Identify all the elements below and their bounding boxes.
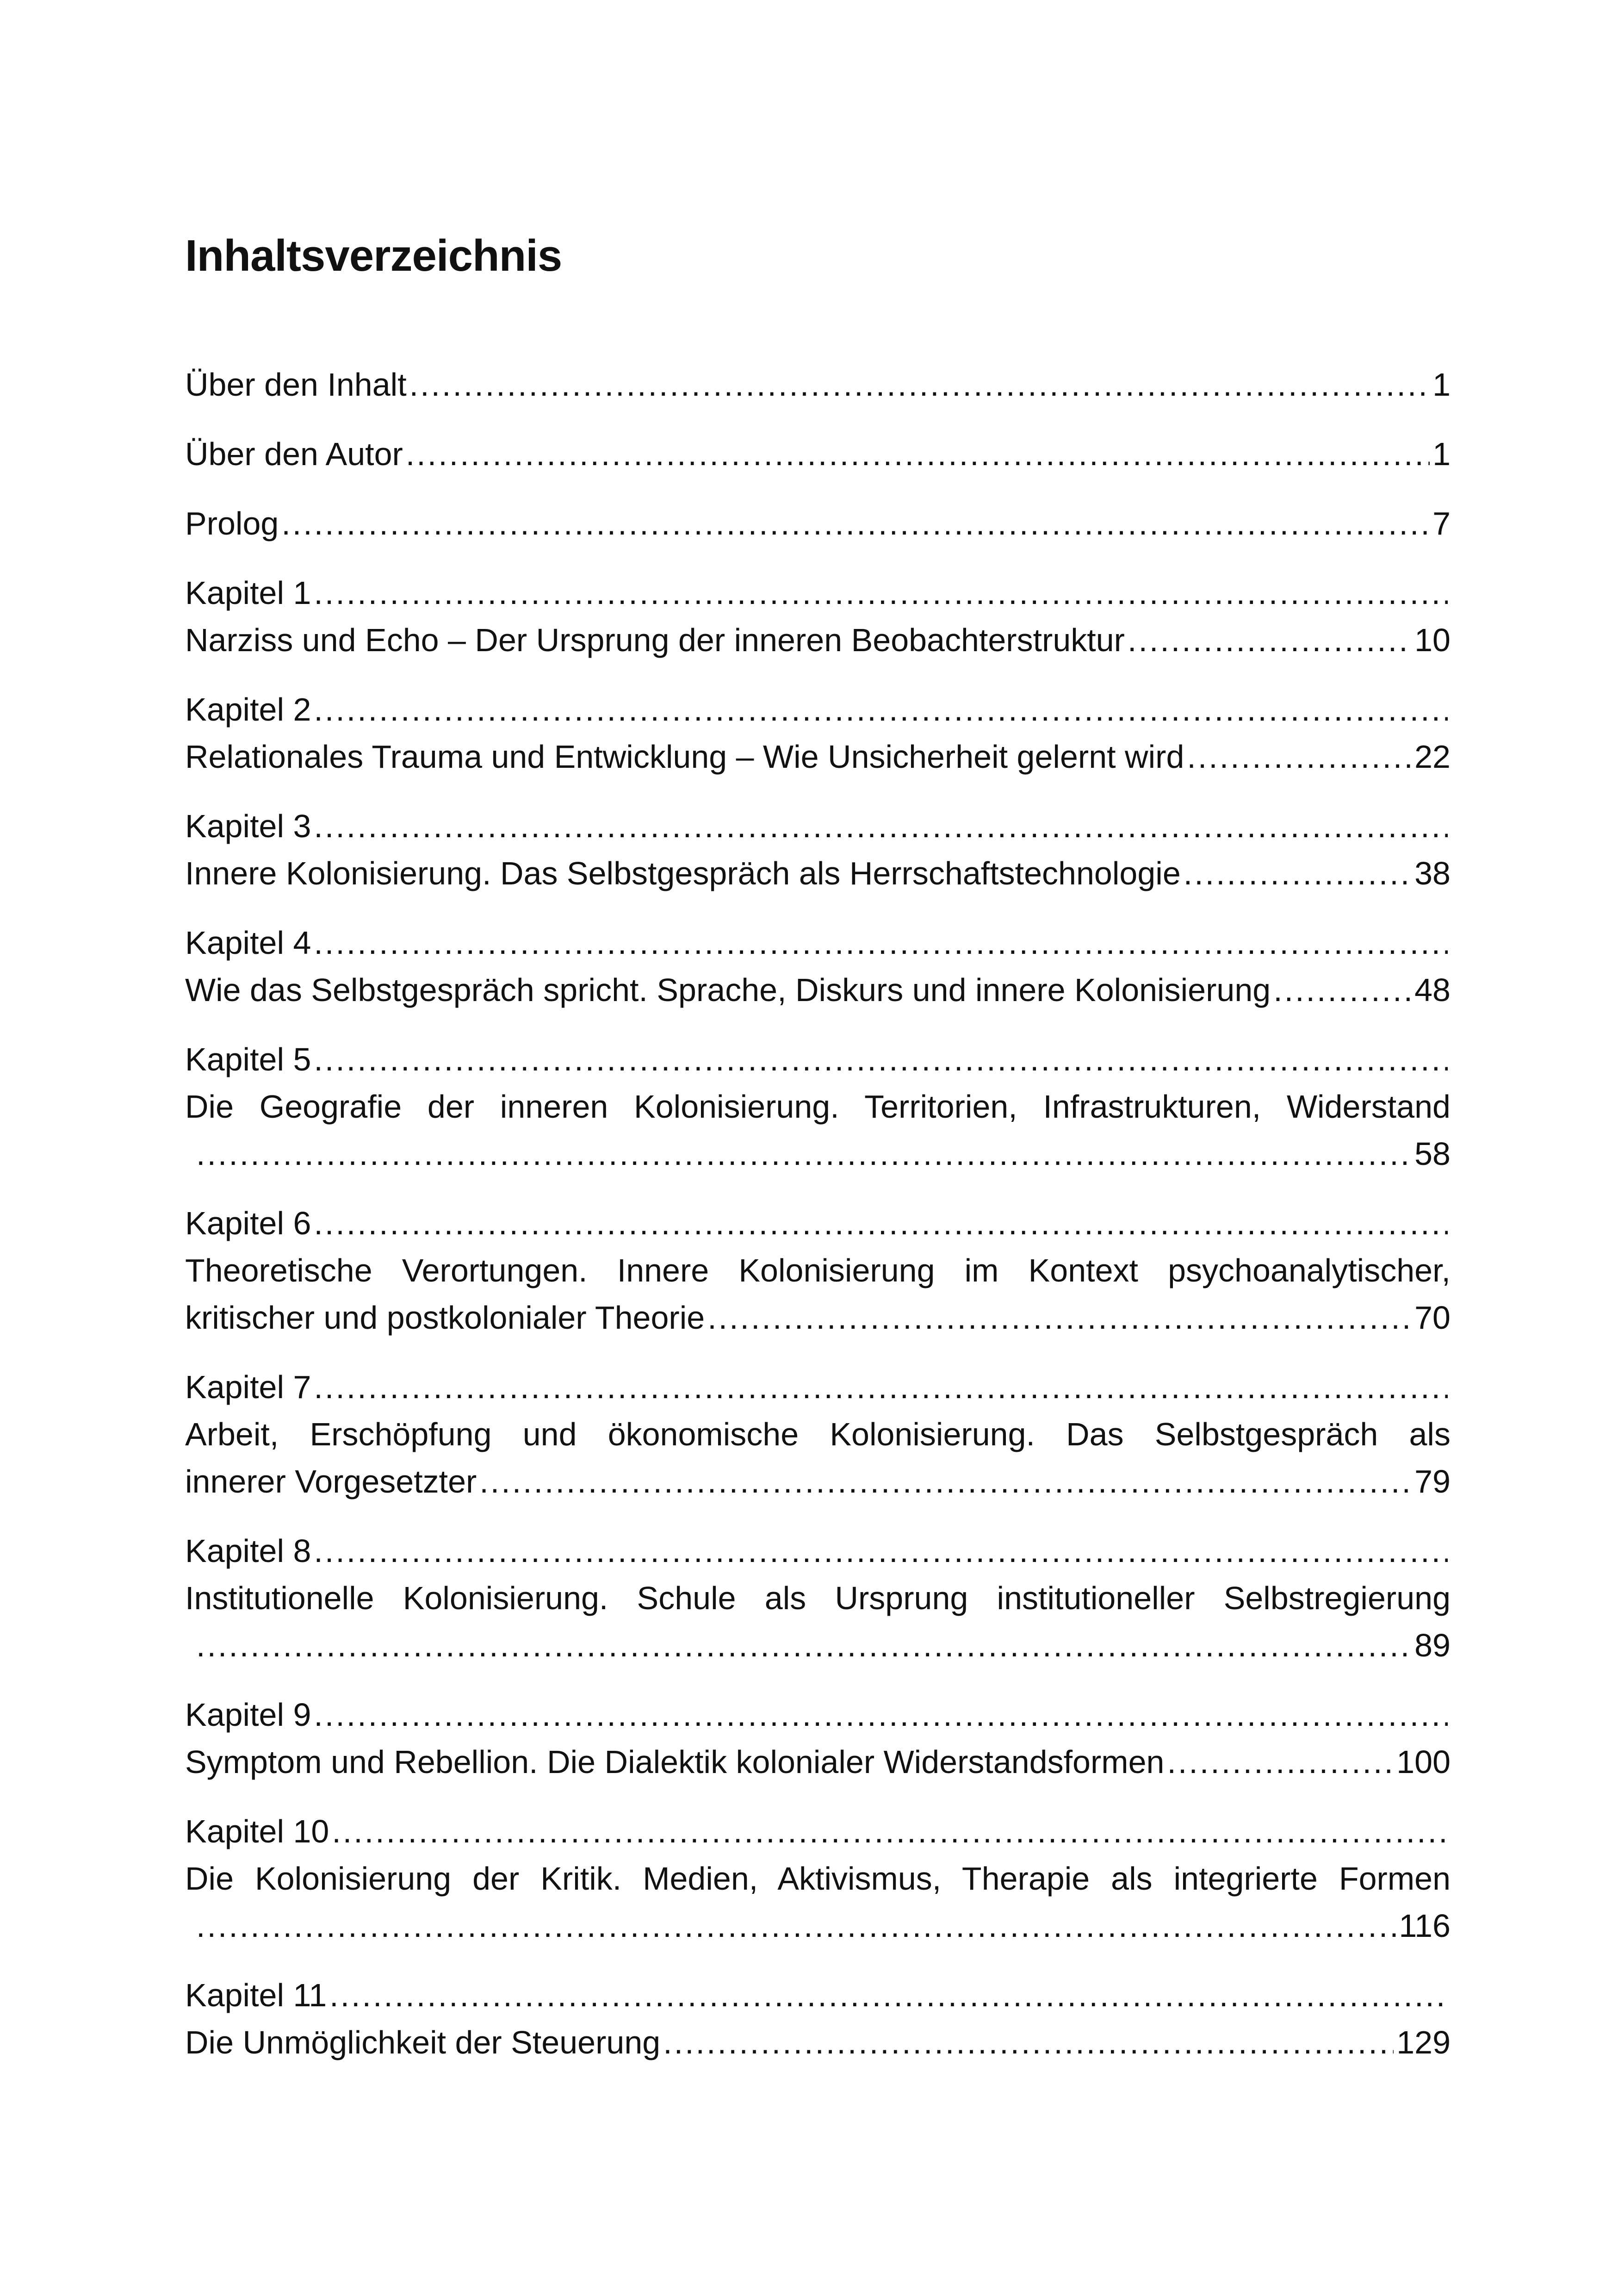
toc-line [185, 1902, 1451, 1949]
page-title: Inhaltsverzeichnis [185, 231, 562, 280]
toc-line [185, 1363, 1451, 1411]
page-number: 70 [1414, 1300, 1451, 1336]
chapter-title-line: Die Geografie der inneren Kolonisierung. Territorien, Infrastrukturen, Widerstand [185, 1089, 1451, 1125]
dot-leader [314, 919, 1448, 966]
toc-line [185, 686, 1451, 733]
table-of-contents [185, 361, 1451, 2066]
document-page [185, 0, 1451, 2296]
toc-entry-text: Kapitel 10 [185, 1813, 329, 1849]
toc-entry-text: Kapitel 8 [185, 1533, 311, 1569]
dot-leader [479, 1458, 1412, 1505]
dot-leader [314, 1363, 1448, 1411]
toc-entry-text: Kapitel 5 [185, 1041, 311, 1077]
dot-leader [1273, 966, 1412, 1014]
toc-entry[interactable] [185, 361, 1451, 408]
toc-line [185, 1527, 1451, 1574]
toc-entry-text: Kapitel 2 [185, 691, 311, 728]
toc-entry[interactable] [185, 1200, 1451, 1341]
toc-line [185, 1036, 1451, 1083]
dot-leader [314, 1691, 1448, 1738]
toc-entry[interactable] [185, 1808, 1451, 1949]
toc-line [185, 1458, 1451, 1505]
chapter-title-line: Institutionelle Kolonisierung. Schule als Ursprung institutioneller Selbstregierung [185, 1580, 1451, 1616]
toc-line [185, 1200, 1451, 1247]
dot-leader [1128, 616, 1412, 664]
toc-line [185, 1738, 1451, 1786]
toc-entry-text: Relationales Trauma und Entwicklung – Wie Unsicherheit gelernt wird [185, 739, 1184, 775]
toc-entry-text: Über den Inhalt [185, 367, 407, 403]
toc-line [185, 1972, 1451, 2019]
dot-leader [314, 686, 1448, 733]
dot-leader [281, 500, 1430, 547]
toc-entry-text: Narziss und Echo – Der Ursprung der inneren Beobachterstruktur [185, 622, 1125, 658]
toc-entry[interactable] [185, 1527, 1451, 1669]
page-number: 22 [1414, 739, 1451, 775]
toc-entry-text: Kapitel 1 [185, 575, 311, 611]
dot-leader [196, 1130, 1412, 1177]
toc-entry[interactable] [185, 430, 1451, 478]
toc-entry[interactable] [185, 1691, 1451, 1786]
dot-leader [707, 1294, 1412, 1341]
toc-entry[interactable] [185, 919, 1451, 1014]
toc-entry-text: Die Unmöglichkeit der Steuerung [185, 2024, 661, 2060]
toc-line [185, 1691, 1451, 1738]
toc-entry-text: Wie das Selbstgespräch spricht. Sprache, Diskurs und innere Kolonisierung [185, 972, 1271, 1008]
toc-entry[interactable] [185, 569, 1451, 664]
toc-line [185, 850, 1451, 897]
dot-leader [409, 361, 1430, 408]
chapter-title-line: Theoretische Verortungen. Innere Kolonisierung im Kontext psychoanalytischer, [185, 1252, 1451, 1288]
toc-line [185, 966, 1451, 1014]
toc-entry-text: Kapitel 3 [185, 808, 311, 844]
toc-entry[interactable] [185, 1363, 1451, 1505]
toc-entry-text: Symptom und Rebellion. Die Dialektik kolonialer Widerstandsformen [185, 1744, 1165, 1780]
toc-line [185, 803, 1451, 850]
toc-line [185, 500, 1451, 547]
dot-leader [314, 1036, 1448, 1083]
toc-entry[interactable] [185, 500, 1451, 547]
toc-line [185, 569, 1451, 616]
toc-line [185, 1622, 1451, 1669]
toc-entry-text: Kapitel 6 [185, 1205, 311, 1241]
dot-leader [406, 430, 1430, 478]
dot-leader [663, 2019, 1394, 2066]
toc-line [185, 1808, 1451, 1855]
page-number: 10 [1414, 622, 1451, 658]
toc-line [185, 1130, 1451, 1177]
toc-entry-text: Prolog [185, 505, 279, 541]
toc-entry-text: kritischer und postkolonialer Theorie [185, 1300, 705, 1336]
page-number: 1 [1432, 367, 1451, 403]
dot-leader [314, 803, 1448, 850]
dot-leader [332, 1808, 1448, 1855]
page-number: 89 [1414, 1627, 1451, 1663]
dot-leader [329, 1972, 1448, 2019]
toc-line [185, 430, 1451, 478]
chapter-title-line: Die Kolonisierung der Kritik. Medien, Aktivismus, Therapie als integrierte Formen [185, 1860, 1451, 1897]
page-number: 48 [1414, 972, 1451, 1008]
dot-leader [314, 1527, 1448, 1574]
toc-line [185, 616, 1451, 664]
page-number: 58 [1414, 1136, 1451, 1172]
toc-line [185, 361, 1451, 408]
page-number: 7 [1432, 505, 1451, 541]
dot-leader [1187, 733, 1412, 780]
dot-leader [196, 1902, 1396, 1949]
toc-line [185, 919, 1451, 966]
page-number: 79 [1414, 1463, 1451, 1500]
toc-entry[interactable] [185, 803, 1451, 897]
toc-entry-text: Innere Kolonisierung. Das Selbstgespräch als Herrschaftstechnologie [185, 855, 1181, 891]
toc-line [185, 733, 1451, 780]
page-number: 129 [1396, 2024, 1451, 2060]
chapter-title-line: Arbeit, Erschöpfung und ökonomische Kolonisierung. Das Selbstgespräch als [185, 1416, 1451, 1452]
toc-entry-text: Kapitel 9 [185, 1697, 311, 1733]
toc-entry-text: Über den Autor [185, 436, 403, 472]
dot-leader [1184, 850, 1412, 897]
page-number: 100 [1396, 1744, 1451, 1780]
dot-leader [314, 569, 1448, 616]
toc-entry[interactable] [185, 1036, 1451, 1177]
toc-entry-text: Kapitel 7 [185, 1369, 311, 1405]
toc-line [185, 2019, 1451, 2066]
dot-leader [196, 1622, 1412, 1669]
page-number: 1 [1432, 436, 1451, 472]
toc-entry[interactable] [185, 1972, 1451, 2066]
toc-entry[interactable] [185, 686, 1451, 780]
toc-entry-text: Kapitel 4 [185, 925, 311, 961]
toc-entry-text: Kapitel 11 [185, 1977, 327, 2013]
toc-line [185, 1294, 1451, 1341]
dot-leader [314, 1200, 1448, 1247]
toc-entry-text: innerer Vorgesetzter [185, 1463, 477, 1500]
page-number: 38 [1414, 855, 1451, 891]
page-number: 116 [1399, 1908, 1451, 1944]
dot-leader [1167, 1738, 1394, 1786]
